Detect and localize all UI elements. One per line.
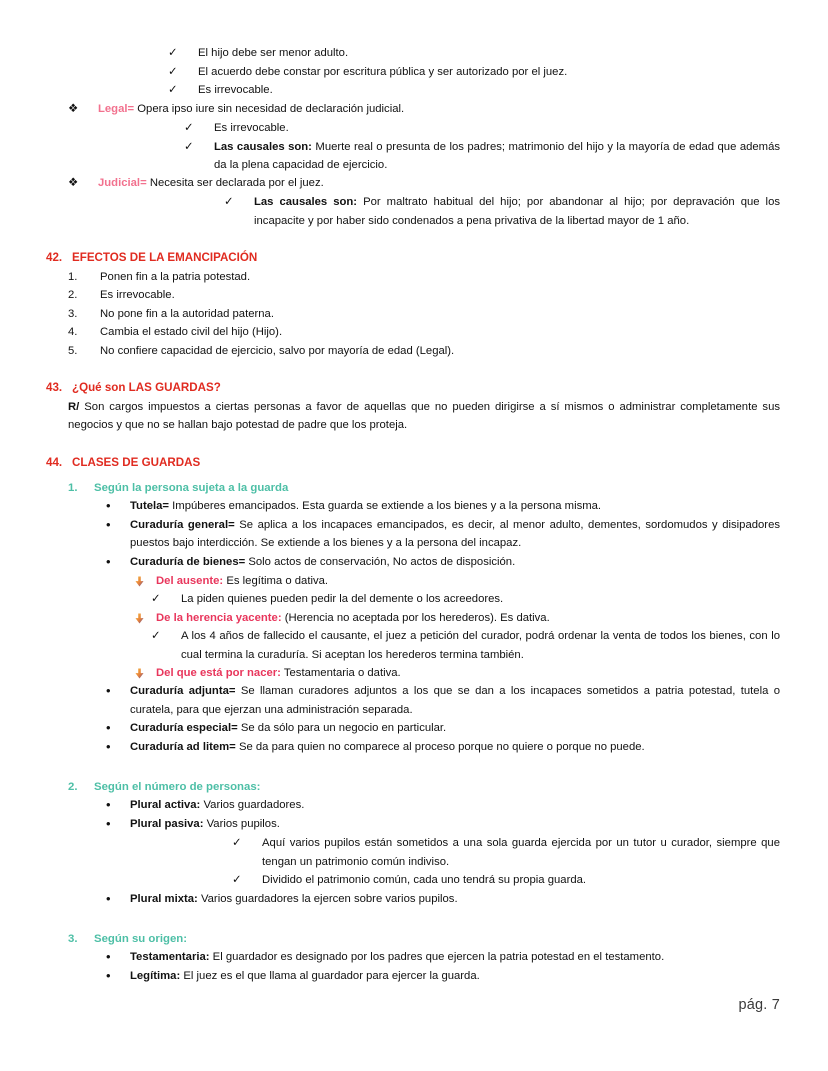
list-item-text bbox=[254, 193, 780, 230]
check-icon: ✓ bbox=[151, 630, 161, 643]
inline-lead: Legítima: bbox=[130, 969, 181, 982]
list-item-text bbox=[98, 100, 780, 118]
page-title: EFECTOS DE LA EMANCIPACIÓN bbox=[72, 251, 258, 265]
list-item-text bbox=[130, 890, 780, 908]
diamond-bullet-icon: ❖ bbox=[68, 177, 79, 190]
check-icon: ✓ bbox=[151, 593, 161, 606]
list-item-text: Ponen fin a la patria potestad. bbox=[100, 270, 251, 283]
list-item-text: El hijo debe ser menor adulto. bbox=[198, 47, 349, 59]
question-number: 42. bbox=[46, 251, 63, 265]
bullet-dot-icon: • bbox=[106, 739, 111, 755]
question-number: 43. bbox=[46, 380, 63, 394]
bullet-dot-icon: • bbox=[106, 720, 111, 736]
list-item-text bbox=[214, 138, 780, 175]
list-item-text: Es irrevocable. bbox=[198, 84, 273, 97]
list-number: 3. bbox=[68, 307, 78, 320]
list-item-text: El acuerdo debe constar por escritura pública y ser autorizado por el juez. bbox=[198, 65, 568, 78]
question-heading-44 bbox=[46, 454, 780, 473]
answer-paragraph-43 bbox=[46, 398, 780, 435]
list-item-del-ausente bbox=[46, 572, 780, 590]
list-item-body: Opera ipso iure sin necesidad de declaración judicial. bbox=[137, 103, 405, 116]
subsection-title: Según el número de personas: bbox=[94, 780, 261, 793]
list-item-body: Por maltrato habitual del hijo; por abandonar al hijo; por depravación que los incapacite y por haber sido condenados a pena privativa de la libertad mayor de 1 año. bbox=[254, 196, 780, 227]
inline-lead: Tutela= bbox=[130, 500, 170, 513]
list-item-body: Varios guardadores la ejercen sobre varios pupilos. bbox=[200, 892, 458, 905]
spacer bbox=[46, 757, 780, 772]
list-item-por-nacer bbox=[46, 664, 780, 682]
spacer bbox=[46, 909, 780, 924]
list-item-body: El guardador es designado por los padres que ejercen la patria potestad en el testamento. bbox=[212, 951, 665, 964]
list-item-body: Necesita ser declarada por el juez. bbox=[149, 177, 324, 190]
list-item-text bbox=[156, 572, 780, 590]
inline-label: De la herencia yacente: bbox=[156, 611, 282, 624]
answer-text: Son cargos impuestos a ciertas personas a favor de aquellas que no pueden dirigirse a sí mismos o administrar completamente sus negocios y que no se hallan bajo potestad de padre que los proteja. bbox=[68, 400, 781, 432]
list-item-text bbox=[156, 609, 780, 627]
inline-label: Del ausente: bbox=[156, 574, 224, 587]
inline-lead: Plural activa: bbox=[130, 799, 201, 812]
list-item bbox=[46, 44, 780, 63]
inline-lead: Curaduría de bienes= bbox=[130, 555, 246, 568]
list-item-text bbox=[130, 815, 780, 833]
check-icon: ✓ bbox=[184, 121, 194, 134]
list-item-body: Se da sólo para un negocio en particular. bbox=[240, 722, 447, 735]
list-item-body: Impúberes emancipados. Esta guarda se extiende a los bienes y a la persona misma. bbox=[172, 500, 602, 513]
list-item-body: Se llaman curadores adjuntos a los que se dan a los incapaces sometidos a patria potestad, tutela o curatela, para que ejerzan una administración separada. bbox=[130, 685, 780, 716]
check-icon: ✓ bbox=[232, 837, 242, 850]
list-item bbox=[46, 516, 780, 553]
inline-lead: Las causales son: bbox=[254, 196, 358, 209]
list-item-text bbox=[130, 682, 780, 719]
check-icon: ✓ bbox=[168, 47, 178, 59]
list-item bbox=[46, 342, 780, 360]
answer-lead: R/ bbox=[68, 400, 80, 413]
list-item bbox=[46, 796, 780, 815]
list-item bbox=[46, 627, 780, 664]
list-item-text: La piden quienes pueden pedir la del demente o los acreedores. bbox=[181, 593, 504, 606]
check-icon: ✓ bbox=[168, 84, 178, 97]
subsection-heading-3 bbox=[46, 930, 780, 949]
list-number: 5. bbox=[68, 344, 78, 357]
list-item bbox=[46, 138, 780, 175]
list-item-body: Varios guardadores. bbox=[203, 799, 305, 812]
check-icon: ✓ bbox=[224, 196, 234, 209]
list-item-text bbox=[130, 516, 780, 553]
list-item-text: No confiere capacidad de ejercicio, salvo por mayoría de edad (Legal). bbox=[100, 344, 455, 357]
inline-lead: Testamentaria: bbox=[130, 951, 210, 964]
list-item-text: Dividido el patrimonio común, cada uno tendrá su propia guarda. bbox=[262, 873, 587, 886]
page-number-footer: pág. 7 bbox=[738, 997, 780, 1013]
list-item bbox=[46, 590, 780, 609]
inline-lead: Plural pasiva: bbox=[130, 818, 204, 831]
list-item-body: Es legítima o dativa. bbox=[226, 574, 329, 587]
list-item bbox=[46, 286, 780, 304]
bullet-dot-icon: • bbox=[106, 967, 111, 983]
list-item-text bbox=[130, 553, 780, 571]
check-icon: ✓ bbox=[168, 65, 178, 78]
list-item-body: (Herencia no aceptada por los herederos). Es dativa. bbox=[284, 611, 550, 624]
subsection-number: 2. bbox=[68, 780, 78, 793]
inline-label-legal: Legal= bbox=[98, 103, 135, 116]
list-item bbox=[46, 323, 780, 341]
list-item-text bbox=[98, 174, 780, 192]
inline-label: Del que está por nacer: bbox=[156, 666, 281, 679]
list-item bbox=[46, 815, 780, 834]
page-title: CLASES DE GUARDAS bbox=[72, 455, 201, 469]
list-item-text bbox=[130, 967, 780, 985]
list-item bbox=[46, 719, 780, 738]
list-item bbox=[46, 890, 780, 909]
bullet-dot-icon: • bbox=[106, 683, 111, 699]
list-item-body: Muerte real o presunta de los padres; matrimonio del hijo y la mayoría de edad que además da la plena capacidad de ejercicio. bbox=[214, 140, 781, 172]
question-heading-42 bbox=[46, 249, 780, 268]
list-item bbox=[46, 834, 780, 871]
list-number: 2. bbox=[68, 289, 78, 302]
subsection-heading-2 bbox=[46, 778, 780, 797]
list-item-legal bbox=[46, 100, 780, 119]
inline-lead: Curaduría ad litem= bbox=[130, 741, 236, 754]
list-item-text: Es irrevocable. bbox=[100, 289, 175, 302]
list-number: 1. bbox=[68, 270, 78, 283]
list-item bbox=[46, 81, 780, 100]
list-item bbox=[46, 193, 780, 230]
document-body bbox=[46, 44, 780, 986]
subsection-title: Según la persona sujeta a la guarda bbox=[94, 481, 289, 494]
list-item-text bbox=[130, 796, 780, 814]
diamond-bullet-icon: ❖ bbox=[68, 103, 79, 116]
list-item-body: Se aplica a los incapaces emancipados, es decir, al menor adulto, dementes, sordomudos y disipadores puestos bajo interdicción. Se extiende a los bienes y a la persona del incapaz. bbox=[130, 518, 781, 550]
question-heading-43 bbox=[46, 379, 780, 398]
check-icon: ✓ bbox=[184, 140, 194, 153]
list-item bbox=[46, 553, 780, 572]
bullet-dot-icon: • bbox=[106, 890, 111, 906]
list-item-body: Se da para quien no comparece al proceso porque no quiere o porque no puede. bbox=[238, 741, 645, 754]
list-item-herencia-yacente bbox=[46, 609, 780, 627]
list-item-text: No pone fin a la autoridad paterna. bbox=[100, 307, 274, 320]
list-item bbox=[46, 305, 780, 323]
inline-label-judicial: Judicial= bbox=[98, 177, 147, 190]
list-item bbox=[46, 119, 780, 138]
list-item-text: Es irrevocable. bbox=[214, 121, 289, 134]
list-item-text: Aquí varios pupilos están sometidos a una sola guarda ejercida por un tutor u curador, siempre que tengan un patrimonio común indiviso. bbox=[262, 837, 780, 868]
bullet-dot-icon: • bbox=[106, 816, 111, 832]
list-item bbox=[46, 948, 780, 967]
subsection-heading-1 bbox=[46, 479, 780, 498]
question-number: 44. bbox=[46, 455, 63, 469]
inline-lead: Plural mixta: bbox=[130, 892, 198, 905]
list-item-text bbox=[130, 719, 780, 737]
bullet-dot-icon: • bbox=[106, 498, 111, 514]
inline-lead: Las causales son: bbox=[214, 140, 312, 153]
list-item-body: Varios pupilos. bbox=[206, 818, 280, 831]
check-icon: ✓ bbox=[232, 873, 242, 886]
inline-lead: Curaduría adjunta= bbox=[130, 685, 236, 698]
list-item-text: Cambia el estado civil del hijo (Hijo). bbox=[100, 326, 283, 339]
list-item bbox=[46, 967, 780, 986]
list-item-text bbox=[156, 664, 780, 682]
list-item bbox=[46, 268, 780, 286]
inline-lead: Curaduría especial= bbox=[130, 722, 238, 735]
bullet-dot-icon: • bbox=[106, 949, 111, 965]
list-item bbox=[46, 63, 780, 82]
list-item-body: Testamentaria o dativa. bbox=[283, 666, 401, 679]
subsection-title: Según su origen: bbox=[94, 932, 188, 945]
list-item-text bbox=[130, 738, 780, 756]
page-title: ¿Qué son LAS GUARDAS? bbox=[72, 380, 221, 394]
bullet-dot-icon: • bbox=[106, 797, 111, 813]
list-item bbox=[46, 497, 780, 516]
bullet-dot-icon: • bbox=[106, 516, 111, 532]
list-item-body: El juez es el que llama al guardador para ejercer la guarda. bbox=[183, 969, 480, 982]
arrow-down-bullet-icon bbox=[134, 609, 156, 627]
subsection-number: 3. bbox=[68, 932, 78, 945]
arrow-down-bullet-icon bbox=[134, 664, 156, 682]
list-item bbox=[46, 738, 780, 757]
arrow-down-bullet-icon bbox=[134, 572, 156, 590]
bullet-dot-icon: • bbox=[106, 553, 111, 569]
subsection-number: 1. bbox=[68, 481, 78, 494]
list-item-text bbox=[130, 948, 780, 966]
list-item-text: A los 4 años de fallecido el causante, el juez a petición del curador, podrá ordenar la venta de todos los bienes, con lo cual termina la curaduría. Si aceptan los herederos termina también. bbox=[181, 630, 780, 661]
list-item bbox=[46, 682, 780, 719]
list-number: 4. bbox=[68, 326, 78, 339]
list-item-text bbox=[130, 497, 780, 515]
list-item-body: Solo actos de conservación, No actos de disposición. bbox=[248, 555, 516, 568]
list-item-judicial bbox=[46, 174, 780, 193]
inline-lead: Curaduría general= bbox=[130, 518, 235, 531]
list-item bbox=[46, 871, 780, 890]
